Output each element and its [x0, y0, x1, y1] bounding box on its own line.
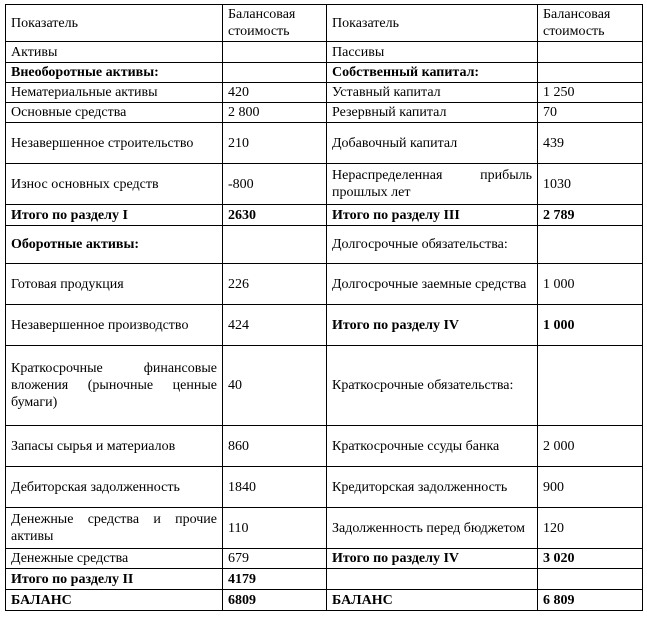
cell-value: 860: [223, 426, 327, 467]
cell-label: Готовая продукция: [6, 264, 223, 305]
section-label-liabilities: Пассивы: [327, 42, 538, 63]
subtotal-value: 2 789: [538, 205, 643, 226]
cell-label: Денежные средства: [6, 549, 223, 569]
table-row: [6, 549, 643, 569]
balance-label-liabilities: БАЛАНС: [327, 590, 538, 611]
subtotal-value: 4179: [223, 569, 327, 590]
table-row: [6, 569, 643, 590]
cell-value: [538, 346, 643, 426]
balance-total-liabilities: 6 809: [538, 590, 643, 611]
cell-value: 679: [223, 549, 327, 569]
table-row: [6, 103, 643, 123]
header-indicator-assets: Показатель: [6, 5, 223, 42]
subtotal-label: Итого по разделу IV: [327, 305, 538, 346]
cell-value: 2 800: [223, 103, 327, 123]
cell-label: Уставный капитал: [327, 83, 538, 103]
cell-label: Кредиторская задолженность: [327, 467, 538, 508]
cell-value: 120: [538, 508, 643, 549]
table-row: [6, 205, 643, 226]
cell-label: Нераспределенная прибыль прошлых лет: [327, 164, 538, 205]
cell-label: Краткосрочные ссуды банка: [327, 426, 538, 467]
subtotal-value: 3 020: [538, 549, 643, 569]
cell-label: Запасы сырья и материалов: [6, 426, 223, 467]
cell-label: Нематериальные активы: [6, 83, 223, 103]
cell-value: 1840: [223, 467, 327, 508]
cell-value: 424: [223, 305, 327, 346]
balance-total-row: [6, 590, 643, 611]
table-header-row: [6, 5, 643, 42]
cell-value: 110: [223, 508, 327, 549]
table-row: [6, 63, 643, 83]
table-row: [6, 508, 643, 549]
table-row: [6, 42, 643, 63]
cell-value: [538, 63, 643, 83]
cell-value: 40: [223, 346, 327, 426]
table-row: [6, 426, 643, 467]
cell-label: Добавочный капитал: [327, 123, 538, 164]
section-heading: Краткосрочные обязательства:: [327, 346, 538, 426]
table-row: [6, 164, 643, 205]
subtotal-value: 2630: [223, 205, 327, 226]
table-row: [6, 346, 643, 426]
cell-value: 2 000: [538, 426, 643, 467]
cell-label: Резервный капитал: [327, 103, 538, 123]
cell-value: 900: [538, 467, 643, 508]
cell-label: Дебиторская задолженность: [6, 467, 223, 508]
cell-label: [327, 569, 538, 590]
header-book-value-liabilities: Балансовая стоимость: [538, 5, 643, 42]
cell-label: Задолженность перед бюджетом: [327, 508, 538, 549]
cell-value: [538, 226, 643, 264]
cell-value: 1030: [538, 164, 643, 205]
header-book-value-assets: Балансовая стоимость: [223, 5, 327, 42]
section-heading: Оборотные активы:: [6, 226, 223, 264]
table-row: [6, 123, 643, 164]
cell-label: Денежные средства и прочие активы: [6, 508, 223, 549]
cell-label: Незавершенное строительство: [6, 123, 223, 164]
cell-label: Незавершенное производство: [6, 305, 223, 346]
cell-value: [223, 63, 327, 83]
cell-value: 210: [223, 123, 327, 164]
cell-label: Краткосрочные финансовые вложения (рыночные ценные бумаги): [6, 346, 223, 426]
cell-value: [223, 226, 327, 264]
cell-value: 420: [223, 83, 327, 103]
section-heading: Внеоборотные активы:: [6, 63, 223, 83]
table-row: [6, 83, 643, 103]
cell-value: [538, 569, 643, 590]
header-indicator-liabilities: Показатель: [327, 5, 538, 42]
section-label-assets: Активы: [6, 42, 223, 63]
subtotal-label: Итого по разделу I: [6, 205, 223, 226]
balance-total-assets: 6809: [223, 590, 327, 611]
section-heading: Собственный капитал:: [327, 63, 538, 83]
cell-value: 226: [223, 264, 327, 305]
cell-label: Долгосрочные заемные средства: [327, 264, 538, 305]
cell-label: Износ основных средств: [6, 164, 223, 205]
table-row: [6, 467, 643, 508]
subtotal-label: Итого по разделу III: [327, 205, 538, 226]
cell-value: 1 250: [538, 83, 643, 103]
table-row: [6, 264, 643, 305]
table-row: [6, 305, 643, 346]
table-row: [6, 226, 643, 264]
section-heading: Долгосрочные обязательства:: [327, 226, 538, 264]
subtotal-label: Итого по разделу IV: [327, 549, 538, 569]
cell-value: [223, 42, 327, 63]
cell-value: -800: [223, 164, 327, 205]
cell-value: [538, 42, 643, 63]
cell-value: 70: [538, 103, 643, 123]
cell-label: Основные средства: [6, 103, 223, 123]
subtotal-label: Итого по разделу II: [6, 569, 223, 590]
balance-label-assets: БАЛАНС: [6, 590, 223, 611]
subtotal-value: 1 000: [538, 305, 643, 346]
cell-value: 1 000: [538, 264, 643, 305]
balance-sheet-table: [5, 4, 643, 611]
cell-value: 439: [538, 123, 643, 164]
